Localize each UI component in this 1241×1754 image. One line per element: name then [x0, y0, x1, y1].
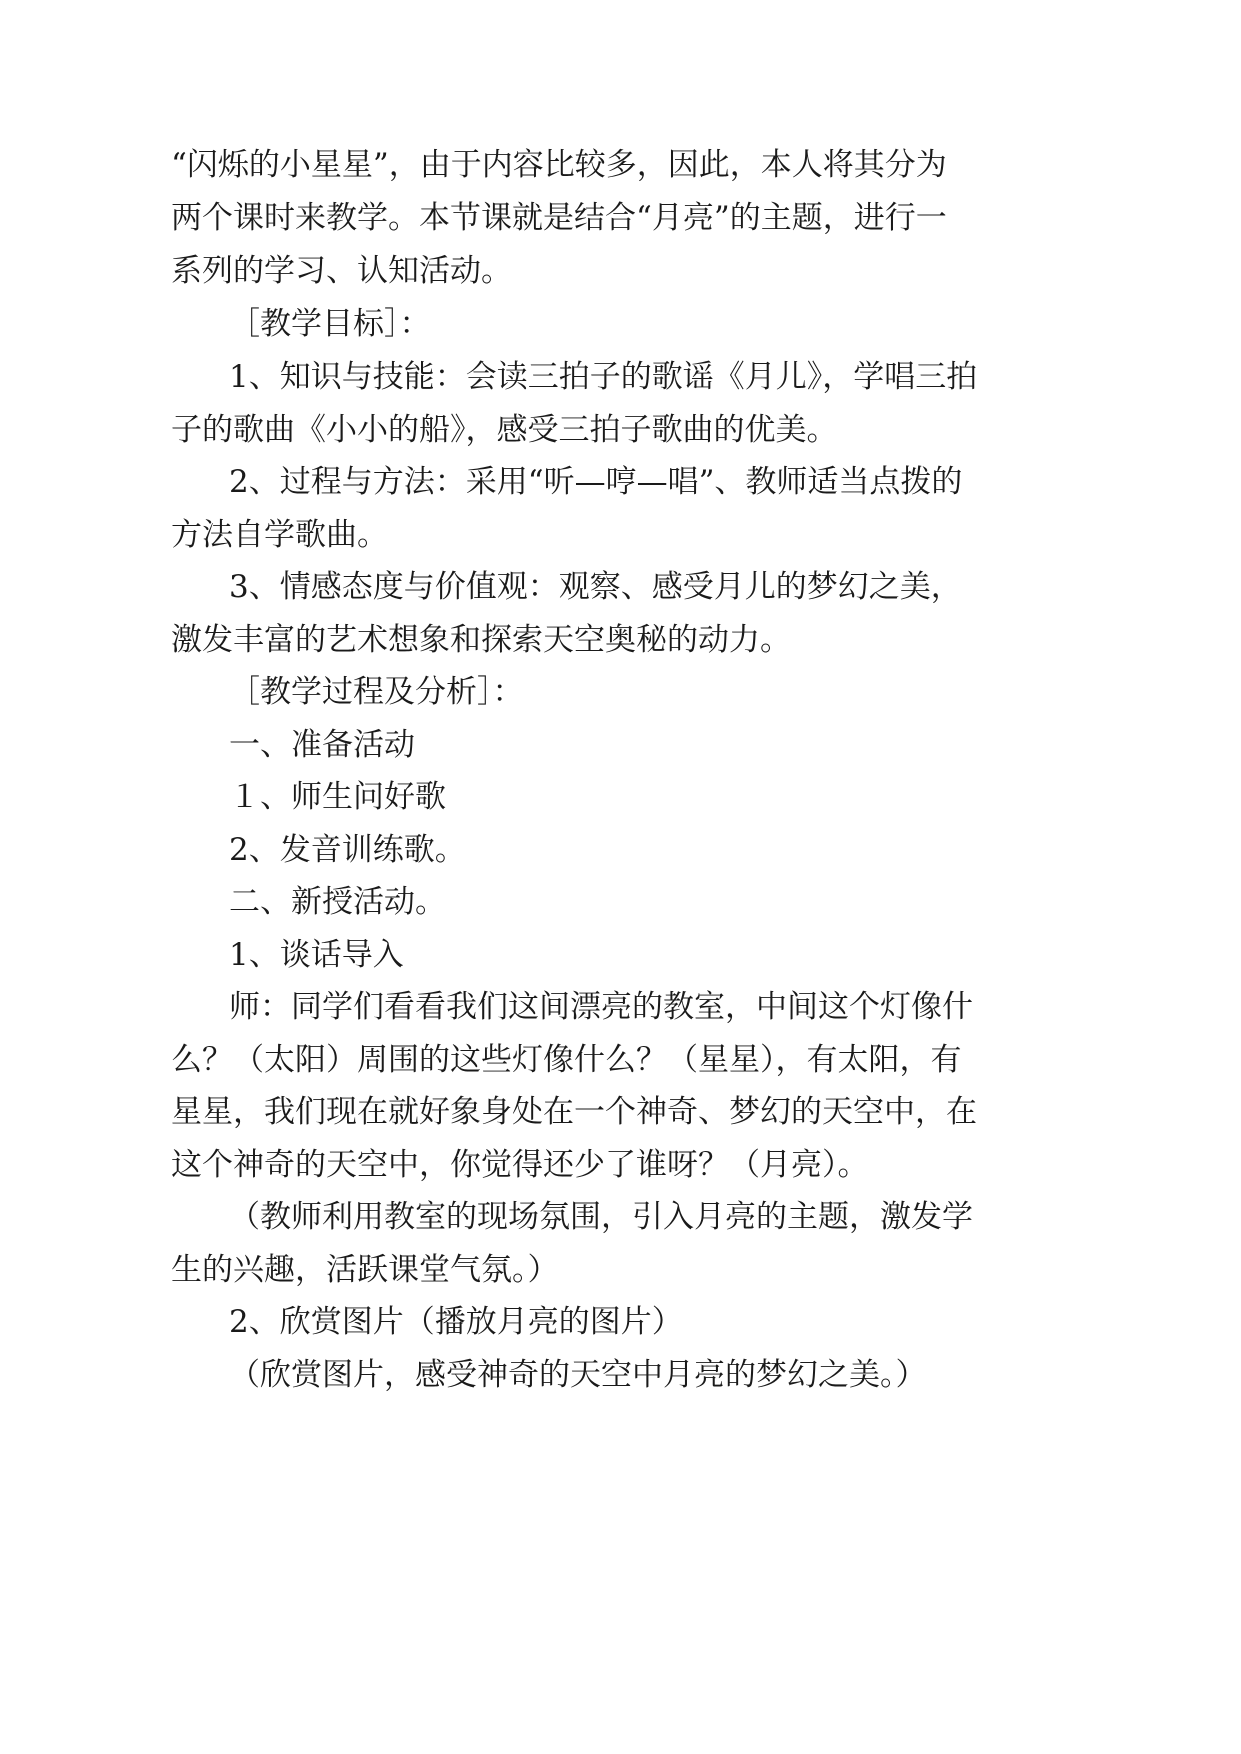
text-line: 两个课时来教学。本节课就是结合“月亮”的主题，进行一: [171, 200, 947, 236]
section-heading: ［教学目标］：: [229, 306, 431, 342]
text-line: （教师利用教室的现场氛围，引入月亮的主题，激发学: [229, 1199, 973, 1235]
text-line: 这个神奇的天空中，你觉得还少了谁呀？（月亮）。: [171, 1147, 869, 1183]
section-heading: ［教学过程及分析］：: [229, 674, 524, 710]
text-line: 3、情感态度与价值观：观察、感受月儿的梦幻之美，: [229, 569, 962, 605]
text-line: １、师生问好歌: [229, 779, 446, 815]
text-line: 系列的学习、认知活动。: [171, 253, 512, 289]
text-line: （欣赏图片，感受神奇的天空中月亮的梦幻之美。）: [229, 1357, 927, 1393]
text-line: 星星，我们现在就好象身处在一个神奇、梦幻的天空中，在: [171, 1094, 977, 1130]
text-line: 2、过程与方法：采用“听—哼—唱”、教师适当点拨的: [229, 464, 963, 500]
text-line: 子的歌曲《小小的船》，感受三拍子歌曲的优美。: [171, 412, 838, 448]
text-line: 激发丰富的艺术想象和探索天空奥秘的动力。: [171, 622, 791, 658]
text-line: 方法自学歌曲。: [171, 517, 388, 553]
text-line: 2、发音训练歌。: [229, 832, 466, 868]
text-line: 1、谈话导入: [229, 937, 404, 973]
text-line: 1、知识与技能：会读三拍子的歌谣《月儿》，学唱三拍: [229, 359, 978, 395]
text-line: 生的兴趣，活跃课堂气氛。）: [171, 1252, 559, 1288]
text-line: 2、欣赏图片（播放月亮的图片）: [229, 1304, 683, 1340]
text-line: 一、准备活动: [229, 727, 415, 763]
text-line: 师：同学们看看我们这间漂亮的教室，中间这个灯像什: [229, 989, 973, 1025]
text-line: 二、新授活动。: [229, 884, 446, 920]
text-line: 么？（太阳）周围的这些灯像什么？（星星），有太阳，有: [171, 1042, 962, 1078]
text-line: “闪烁的小星星”，由于内容比较多，因此，本人将其分为: [171, 147, 947, 183]
